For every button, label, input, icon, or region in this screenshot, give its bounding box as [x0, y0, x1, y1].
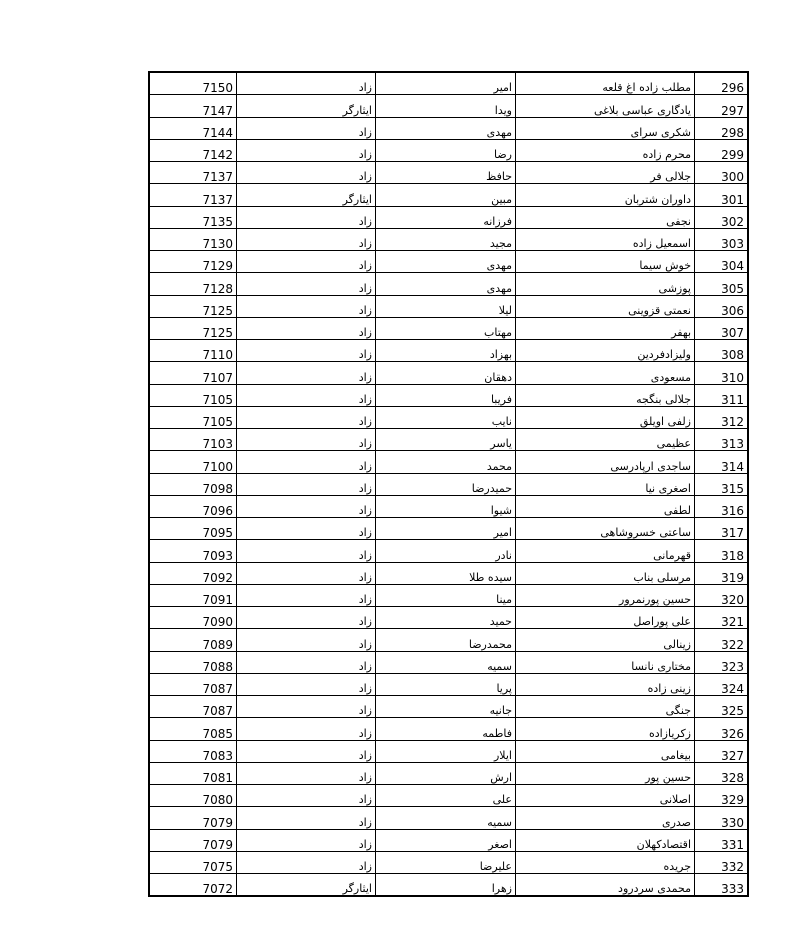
table-row: [149, 251, 748, 273]
table-row: [149, 206, 748, 228]
quota-cell: ایثارگر: [237, 874, 376, 897]
table-row: [149, 384, 748, 406]
score-cell: 7144: [149, 117, 237, 139]
first-name-cell: دهقان: [376, 362, 516, 384]
first-name-cell: زهرا: [376, 874, 516, 897]
table-row: [149, 72, 748, 95]
last-name-cell: اصلانی: [516, 785, 695, 807]
last-name-cell: مختاری نانسا: [516, 651, 695, 673]
score-cell: 7091: [149, 584, 237, 606]
first-name-cell: حمید: [376, 607, 516, 629]
table-row: [149, 139, 748, 161]
last-name-cell: حسین پورنمرور: [516, 584, 695, 606]
quota-cell: زاد: [237, 584, 376, 606]
quota-cell: زاد: [237, 562, 376, 584]
quota-cell: زاد: [237, 72, 376, 95]
first-name-cell: اصغر: [376, 829, 516, 851]
table-row: [149, 451, 748, 473]
rank-cell: 321: [695, 607, 749, 629]
first-name-cell: ایلار: [376, 740, 516, 762]
score-cell: 7089: [149, 629, 237, 651]
first-name-cell: نادر: [376, 540, 516, 562]
table-row: [149, 673, 748, 695]
rank-cell: 333: [695, 874, 749, 897]
table-row: [149, 629, 748, 651]
rank-cell: 299: [695, 139, 749, 161]
table-row: [149, 495, 748, 517]
first-name-cell: مهتاب: [376, 317, 516, 339]
quota-cell: زاد: [237, 406, 376, 428]
score-cell: 7085: [149, 718, 237, 740]
last-name-cell: مطلب زاده اغ قلعه: [516, 72, 695, 95]
rank-cell: 326: [695, 718, 749, 740]
table-row: [149, 273, 748, 295]
rank-cell: 311: [695, 384, 749, 406]
table-row: [149, 762, 748, 784]
quota-cell: زاد: [237, 228, 376, 250]
rank-cell: 323: [695, 651, 749, 673]
score-cell: 7147: [149, 95, 237, 117]
last-name-cell: جلالی فر: [516, 162, 695, 184]
last-name-cell: حسین پور: [516, 762, 695, 784]
rank-cell: 329: [695, 785, 749, 807]
quota-cell: زاد: [237, 851, 376, 873]
first-name-cell: جانیه: [376, 696, 516, 718]
last-name-cell: پوزشی: [516, 273, 695, 295]
rank-cell: 308: [695, 340, 749, 362]
table-row: [149, 874, 748, 897]
last-name-cell: مسعودی: [516, 362, 695, 384]
last-name-cell: محرم زاده: [516, 139, 695, 161]
first-name-cell: لیلا: [376, 295, 516, 317]
quota-cell: زاد: [237, 785, 376, 807]
table-row: [149, 584, 748, 606]
score-cell: 7125: [149, 295, 237, 317]
first-name-cell: مبین: [376, 184, 516, 206]
score-cell: 7080: [149, 785, 237, 807]
table-row: [149, 473, 748, 495]
first-name-cell: محمدرضا: [376, 629, 516, 651]
rank-cell: 313: [695, 429, 749, 451]
quota-cell: زاد: [237, 495, 376, 517]
score-cell: 7083: [149, 740, 237, 762]
score-cell: 7150: [149, 72, 237, 95]
last-name-cell: اصغری نیا: [516, 473, 695, 495]
table-row: [149, 228, 748, 250]
table-row: [149, 829, 748, 851]
first-name-cell: یاسر: [376, 429, 516, 451]
first-name-cell: مهدی: [376, 251, 516, 273]
table-row: [149, 607, 748, 629]
last-name-cell: صدری: [516, 807, 695, 829]
table-row: [149, 651, 748, 673]
quota-cell: زاد: [237, 829, 376, 851]
score-cell: 7088: [149, 651, 237, 673]
first-name-cell: حمیدرضا: [376, 473, 516, 495]
last-name-cell: جلالی بنگجه: [516, 384, 695, 406]
quota-cell: زاد: [237, 451, 376, 473]
first-name-cell: محمد: [376, 451, 516, 473]
last-name-cell: ولیزادفردین: [516, 340, 695, 362]
rank-cell: 320: [695, 584, 749, 606]
first-name-cell: فرزانه: [376, 206, 516, 228]
table-row: [149, 807, 748, 829]
first-name-cell: مینا: [376, 584, 516, 606]
rank-cell: 325: [695, 696, 749, 718]
table-row: [149, 518, 748, 540]
quota-cell: زاد: [237, 651, 376, 673]
last-name-cell: بهفر: [516, 317, 695, 339]
quota-cell: زاد: [237, 696, 376, 718]
rank-cell: 302: [695, 206, 749, 228]
rank-cell: 310: [695, 362, 749, 384]
last-name-cell: جنگی: [516, 696, 695, 718]
quota-cell: زاد: [237, 473, 376, 495]
score-cell: 7075: [149, 851, 237, 873]
quota-cell: زاد: [237, 384, 376, 406]
first-name-cell: مجید: [376, 228, 516, 250]
score-cell: 7092: [149, 562, 237, 584]
table-row: [149, 562, 748, 584]
score-cell: 7105: [149, 384, 237, 406]
last-name-cell: نعمتی قزوینی: [516, 295, 695, 317]
table-row: [149, 340, 748, 362]
score-cell: 7072: [149, 874, 237, 897]
rank-cell: 322: [695, 629, 749, 651]
last-name-cell: خوش سیما: [516, 251, 695, 273]
rank-cell: 327: [695, 740, 749, 762]
quota-cell: زاد: [237, 317, 376, 339]
rank-cell: 297: [695, 95, 749, 117]
score-cell: 7125: [149, 317, 237, 339]
quota-cell: زاد: [237, 629, 376, 651]
rank-cell: 328: [695, 762, 749, 784]
first-name-cell: علیرضا: [376, 851, 516, 873]
first-name-cell: نایب: [376, 406, 516, 428]
first-name-cell: حافظ: [376, 162, 516, 184]
first-name-cell: مهدی: [376, 117, 516, 139]
rank-cell: 331: [695, 829, 749, 851]
score-cell: 7128: [149, 273, 237, 295]
last-name-cell: زلفی اویلق: [516, 406, 695, 428]
first-name-cell: سمیه: [376, 807, 516, 829]
rank-cell: 305: [695, 273, 749, 295]
first-name-cell: شیوا: [376, 495, 516, 517]
score-cell: 7079: [149, 829, 237, 851]
last-name-cell: لطفی: [516, 495, 695, 517]
score-cell: 7100: [149, 451, 237, 473]
rank-cell: 301: [695, 184, 749, 206]
last-name-cell: نجفی: [516, 206, 695, 228]
rank-cell: 315: [695, 473, 749, 495]
table-row: [149, 406, 748, 428]
quota-cell: زاد: [237, 273, 376, 295]
rank-cell: 324: [695, 673, 749, 695]
score-cell: 7142: [149, 139, 237, 161]
first-name-cell: علی: [376, 785, 516, 807]
score-cell: 7105: [149, 406, 237, 428]
quota-cell: زاد: [237, 162, 376, 184]
first-name-cell: فریبا: [376, 384, 516, 406]
quota-cell: زاد: [237, 117, 376, 139]
table-row: [149, 362, 748, 384]
score-cell: 7090: [149, 607, 237, 629]
rank-cell: 298: [695, 117, 749, 139]
last-name-cell: محمدی سردرود: [516, 874, 695, 897]
first-name-cell: سیده طلا: [376, 562, 516, 584]
table-row: [149, 95, 748, 117]
last-name-cell: داوران شتربان: [516, 184, 695, 206]
first-name-cell: بهزاد: [376, 340, 516, 362]
rank-cell: 307: [695, 317, 749, 339]
last-name-cell: جریده: [516, 851, 695, 873]
rank-cell: 319: [695, 562, 749, 584]
quota-cell: زاد: [237, 251, 376, 273]
score-cell: 7081: [149, 762, 237, 784]
first-name-cell: پریا: [376, 673, 516, 695]
table-row: [149, 696, 748, 718]
rank-cell: 296: [695, 72, 749, 95]
last-name-cell: عظیمی: [516, 429, 695, 451]
first-name-cell: فاطمه: [376, 718, 516, 740]
quota-cell: زاد: [237, 518, 376, 540]
score-cell: 7110: [149, 340, 237, 362]
last-name-cell: زینالی: [516, 629, 695, 651]
last-name-cell: ساعتی خسروشاهی: [516, 518, 695, 540]
last-name-cell: مرسلی بناب: [516, 562, 695, 584]
rank-cell: 300: [695, 162, 749, 184]
last-name-cell: یادگاری عباسی بلاغی: [516, 95, 695, 117]
last-name-cell: اسمعیل زاده: [516, 228, 695, 250]
last-name-cell: زکریازاده: [516, 718, 695, 740]
quota-cell: زاد: [237, 762, 376, 784]
rank-cell: 332: [695, 851, 749, 873]
quota-cell: زاد: [237, 607, 376, 629]
rank-cell: 304: [695, 251, 749, 273]
last-name-cell: شکری سرای: [516, 117, 695, 139]
table-row: [149, 740, 748, 762]
rank-cell: 316: [695, 495, 749, 517]
score-cell: 7095: [149, 518, 237, 540]
results-table-body: [149, 72, 748, 896]
rank-cell: 317: [695, 518, 749, 540]
score-cell: 7107: [149, 362, 237, 384]
first-name-cell: مهدی: [376, 273, 516, 295]
rank-cell: 314: [695, 451, 749, 473]
rank-cell: 303: [695, 228, 749, 250]
rank-cell: 312: [695, 406, 749, 428]
score-cell: 7103: [149, 429, 237, 451]
last-name-cell: قهرمانی: [516, 540, 695, 562]
quota-cell: زاد: [237, 740, 376, 762]
table-row: [149, 785, 748, 807]
table-row: [149, 851, 748, 873]
quota-cell: زاد: [237, 718, 376, 740]
score-cell: 7087: [149, 673, 237, 695]
table-row: [149, 429, 748, 451]
table-row: [149, 540, 748, 562]
quota-cell: زاد: [237, 540, 376, 562]
score-cell: 7130: [149, 228, 237, 250]
table-row: [149, 295, 748, 317]
table-row: [149, 718, 748, 740]
quota-cell: زاد: [237, 340, 376, 362]
score-cell: 7129: [149, 251, 237, 273]
last-name-cell: ساجدی ارپادرسی: [516, 451, 695, 473]
table-row: [149, 162, 748, 184]
last-name-cell: زینی زاده: [516, 673, 695, 695]
first-name-cell: امیر: [376, 72, 516, 95]
rank-cell: 306: [695, 295, 749, 317]
table-row: [149, 184, 748, 206]
quota-cell: ایثارگر: [237, 184, 376, 206]
score-cell: 7096: [149, 495, 237, 517]
quota-cell: زاد: [237, 206, 376, 228]
quota-cell: زاد: [237, 295, 376, 317]
first-name-cell: ویدا: [376, 95, 516, 117]
quota-cell: زاد: [237, 673, 376, 695]
score-cell: 7098: [149, 473, 237, 495]
table-row: [149, 317, 748, 339]
last-name-cell: علی پوراصل: [516, 607, 695, 629]
score-cell: 7093: [149, 540, 237, 562]
quota-cell: زاد: [237, 807, 376, 829]
score-cell: 7137: [149, 162, 237, 184]
first-name-cell: امیر: [376, 518, 516, 540]
quota-cell: ایثارگر: [237, 95, 376, 117]
first-name-cell: سمیه: [376, 651, 516, 673]
table-row: [149, 117, 748, 139]
score-cell: 7079: [149, 807, 237, 829]
quota-cell: زاد: [237, 362, 376, 384]
results-table: [148, 71, 749, 897]
quota-cell: زاد: [237, 429, 376, 451]
quota-cell: زاد: [237, 139, 376, 161]
score-cell: 7135: [149, 206, 237, 228]
score-cell: 7137: [149, 184, 237, 206]
rank-cell: 318: [695, 540, 749, 562]
last-name-cell: اقتصادکهلان: [516, 829, 695, 851]
score-cell: 7087: [149, 696, 237, 718]
first-name-cell: ارش: [376, 762, 516, 784]
last-name-cell: بیغامی: [516, 740, 695, 762]
rank-cell: 330: [695, 807, 749, 829]
first-name-cell: رضا: [376, 139, 516, 161]
